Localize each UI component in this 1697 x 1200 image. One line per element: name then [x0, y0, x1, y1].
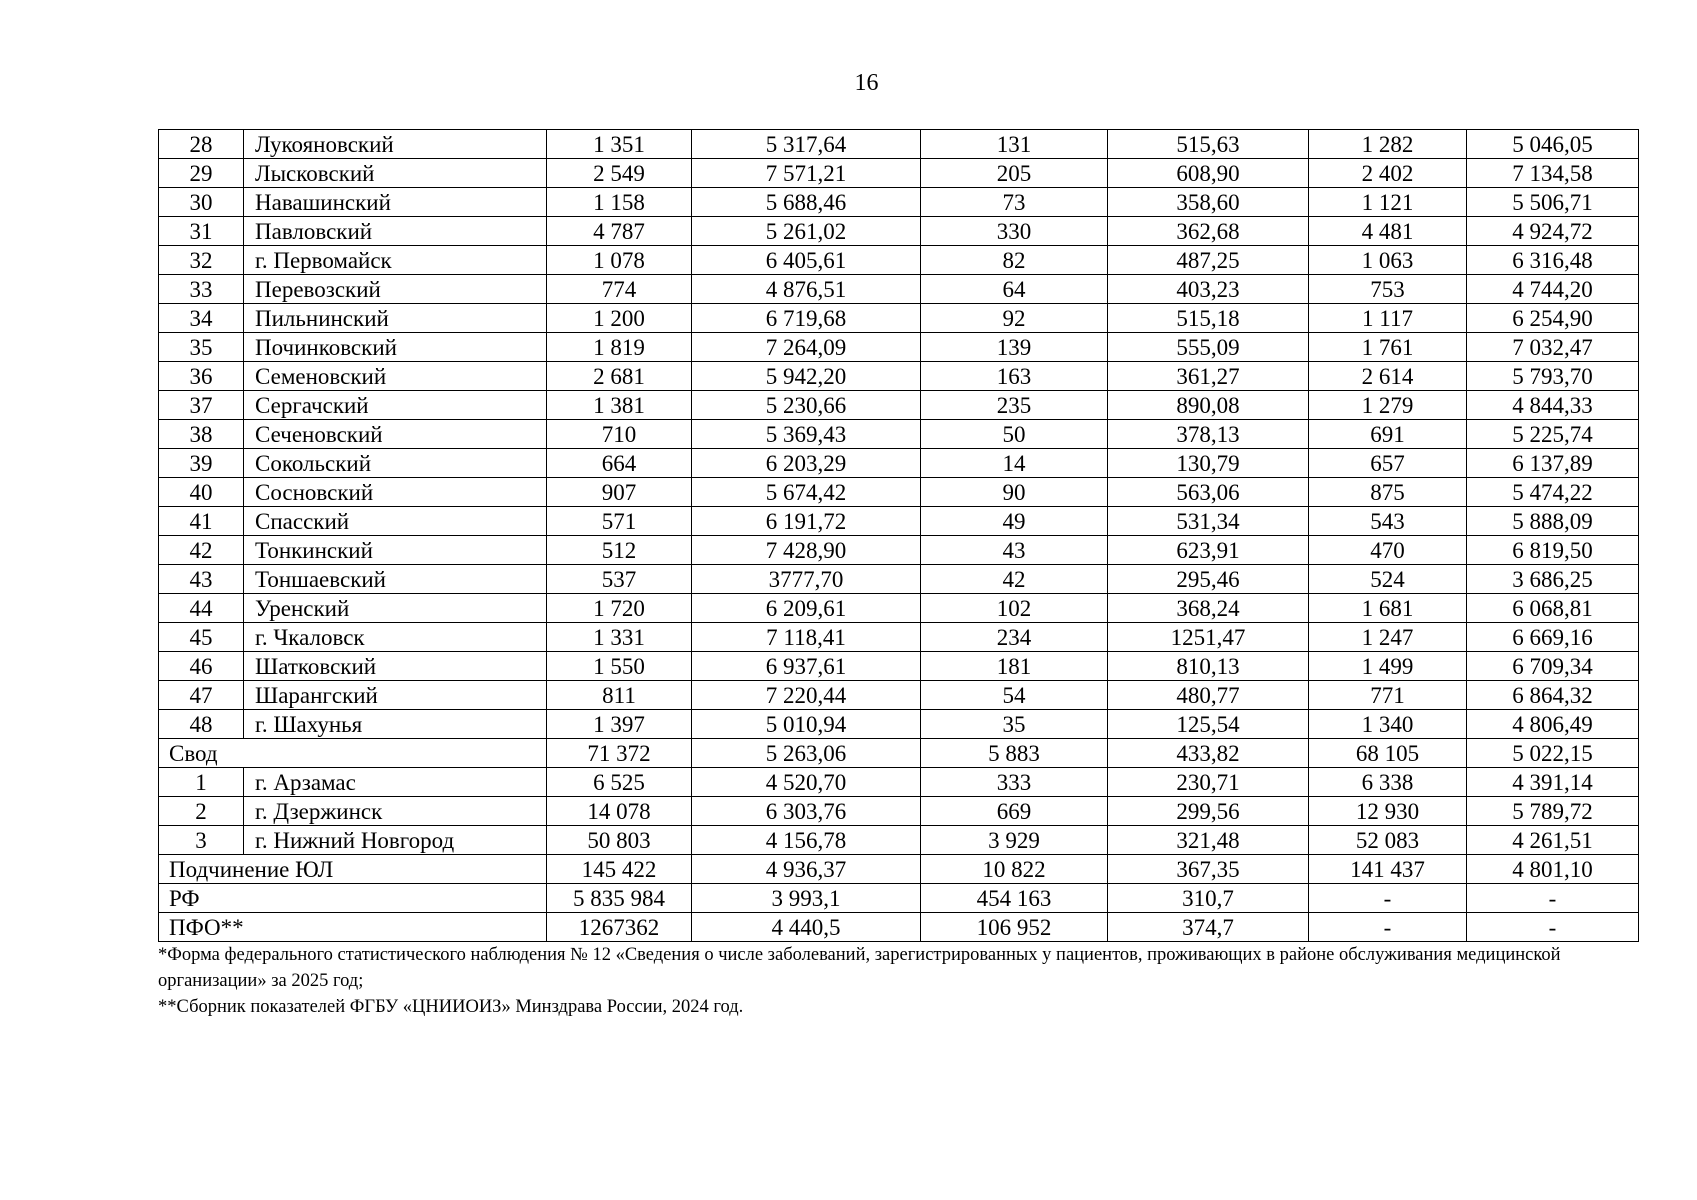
value-cell: 50 — [921, 420, 1108, 449]
value-cell: 454 163 — [921, 884, 1108, 913]
value-cell: 130,79 — [1108, 449, 1309, 478]
value-cell: 5 789,72 — [1467, 797, 1639, 826]
district-name: Лукояновский — [244, 130, 547, 159]
value-cell: 7 134,58 — [1467, 159, 1639, 188]
district-row — [159, 420, 1639, 449]
value-cell: 657 — [1309, 449, 1467, 478]
value-cell: 5 230,66 — [692, 391, 921, 420]
value-cell: 42 — [921, 565, 1108, 594]
row-number: 1 — [159, 768, 244, 797]
value-cell: 6 864,32 — [1467, 681, 1639, 710]
value-cell: 571 — [547, 507, 692, 536]
value-cell: 6 819,50 — [1467, 536, 1639, 565]
value-cell: 1 397 — [547, 710, 692, 739]
statistics-table — [158, 129, 1639, 942]
value-cell: 5 317,64 — [692, 130, 921, 159]
value-cell: 515,63 — [1108, 130, 1309, 159]
value-cell: 669 — [921, 797, 1108, 826]
value-cell: 102 — [921, 594, 1108, 623]
value-cell: 333 — [921, 768, 1108, 797]
value-cell: 14 078 — [547, 797, 692, 826]
value-cell: 5 793,70 — [1467, 362, 1639, 391]
value-cell: 480,77 — [1108, 681, 1309, 710]
value-cell: 710 — [547, 420, 692, 449]
district-row — [159, 565, 1639, 594]
footnote-2: **Сборник показателей ФГБУ «ЦНИИОИЗ» Минздрава России, 2024 год. — [158, 997, 744, 1017]
total-row — [159, 884, 1639, 913]
row-number: 35 — [159, 333, 244, 362]
row-number: 43 — [159, 565, 244, 594]
value-cell: 5 674,42 — [692, 478, 921, 507]
value-cell: 6 669,16 — [1467, 623, 1639, 652]
district-row — [159, 507, 1639, 536]
row-number: 46 — [159, 652, 244, 681]
value-cell: 367,35 — [1108, 855, 1309, 884]
value-cell: 774 — [547, 275, 692, 304]
value-cell: 4 787 — [547, 217, 692, 246]
row-number: 3 — [159, 826, 244, 855]
value-cell: 145 422 — [547, 855, 692, 884]
district-row — [159, 159, 1639, 188]
value-cell: 6 303,76 — [692, 797, 921, 826]
value-cell: 691 — [1309, 420, 1467, 449]
value-cell: 6 209,61 — [692, 594, 921, 623]
value-cell: 1 282 — [1309, 130, 1467, 159]
value-cell: 295,46 — [1108, 565, 1309, 594]
summary-row — [159, 739, 1639, 768]
row-number: 41 — [159, 507, 244, 536]
value-cell: 125,54 — [1108, 710, 1309, 739]
district-name: г. Нижний Новгород — [244, 826, 547, 855]
value-cell: 1 158 — [547, 188, 692, 217]
value-cell: 907 — [547, 478, 692, 507]
value-cell: 4 844,33 — [1467, 391, 1639, 420]
value-cell: 378,13 — [1108, 420, 1309, 449]
value-cell: 5 046,05 — [1467, 130, 1639, 159]
row-number: 33 — [159, 275, 244, 304]
value-cell: 512 — [547, 536, 692, 565]
row-number: 45 — [159, 623, 244, 652]
value-cell: 4 876,51 — [692, 275, 921, 304]
value-cell: 1 761 — [1309, 333, 1467, 362]
value-cell: 5 506,71 — [1467, 188, 1639, 217]
value-cell: 1251,47 — [1108, 623, 1309, 652]
value-cell: 608,90 — [1108, 159, 1309, 188]
value-cell: 2 402 — [1309, 159, 1467, 188]
value-cell: 664 — [547, 449, 692, 478]
row-label: Свод — [159, 739, 547, 768]
value-cell: 52 083 — [1309, 826, 1467, 855]
value-cell: 3777,70 — [692, 565, 921, 594]
page-number: 16 — [854, 70, 879, 96]
value-cell: 515,18 — [1108, 304, 1309, 333]
district-name: г. Арзамас — [244, 768, 547, 797]
value-cell: 92 — [921, 304, 1108, 333]
value-cell: 1 078 — [547, 246, 692, 275]
row-label: РФ — [159, 884, 547, 913]
value-cell: 555,09 — [1108, 333, 1309, 362]
city-row — [159, 768, 1639, 797]
value-cell: 1 351 — [547, 130, 692, 159]
value-cell: 5 688,46 — [692, 188, 921, 217]
value-cell: 106 952 — [921, 913, 1108, 942]
value-cell: 4 156,78 — [692, 826, 921, 855]
district-name: г. Чкаловск — [244, 623, 547, 652]
district-name: Сосновский — [244, 478, 547, 507]
district-row — [159, 623, 1639, 652]
row-number: 38 — [159, 420, 244, 449]
value-cell: 310,7 — [1108, 884, 1309, 913]
district-row — [159, 333, 1639, 362]
value-cell: 5 261,02 — [692, 217, 921, 246]
district-row — [159, 362, 1639, 391]
value-cell: 82 — [921, 246, 1108, 275]
value-cell: 6 338 — [1309, 768, 1467, 797]
value-cell: 1267362 — [547, 913, 692, 942]
value-cell: 2 614 — [1309, 362, 1467, 391]
value-cell: 7 428,90 — [692, 536, 921, 565]
district-name: Починковский — [244, 333, 547, 362]
value-cell: 2 549 — [547, 159, 692, 188]
value-cell: 1 499 — [1309, 652, 1467, 681]
value-cell: 234 — [921, 623, 1108, 652]
value-cell: 537 — [547, 565, 692, 594]
district-name: Павловский — [244, 217, 547, 246]
city-row — [159, 826, 1639, 855]
value-cell: 810,13 — [1108, 652, 1309, 681]
value-cell: 3 929 — [921, 826, 1108, 855]
row-number: 40 — [159, 478, 244, 507]
value-cell: 1 247 — [1309, 623, 1467, 652]
district-name: Сеченовский — [244, 420, 547, 449]
value-cell: 6 254,90 — [1467, 304, 1639, 333]
value-cell: 4 806,49 — [1467, 710, 1639, 739]
value-cell: 71 372 — [547, 739, 692, 768]
district-name: г. Дзержинск — [244, 797, 547, 826]
value-cell: 487,25 — [1108, 246, 1309, 275]
row-number: 32 — [159, 246, 244, 275]
value-cell: 5 225,74 — [1467, 420, 1639, 449]
value-cell: 368,24 — [1108, 594, 1309, 623]
value-cell: 5 263,06 — [692, 739, 921, 768]
district-row — [159, 246, 1639, 275]
row-number: 42 — [159, 536, 244, 565]
value-cell: 131 — [921, 130, 1108, 159]
value-cell: 2 681 — [547, 362, 692, 391]
value-cell: 890,08 — [1108, 391, 1309, 420]
value-cell: 753 — [1309, 275, 1467, 304]
value-cell: 1 063 — [1309, 246, 1467, 275]
district-row — [159, 652, 1639, 681]
district-name: Сергачский — [244, 391, 547, 420]
district-name: г. Шахунья — [244, 710, 547, 739]
row-label: ПФО** — [159, 913, 547, 942]
value-cell: 358,60 — [1108, 188, 1309, 217]
district-row — [159, 710, 1639, 739]
value-cell: 5 010,94 — [692, 710, 921, 739]
value-cell: 205 — [921, 159, 1108, 188]
value-cell: 4 801,10 — [1467, 855, 1639, 884]
district-row — [159, 391, 1639, 420]
value-cell: 470 — [1309, 536, 1467, 565]
row-number: 48 — [159, 710, 244, 739]
value-cell: 3 686,25 — [1467, 565, 1639, 594]
value-cell: 7 118,41 — [692, 623, 921, 652]
value-cell: 1 117 — [1309, 304, 1467, 333]
value-cell: 374,7 — [1108, 913, 1309, 942]
value-cell: 361,27 — [1108, 362, 1309, 391]
value-cell: 4 391,14 — [1467, 768, 1639, 797]
value-cell: 5 369,43 — [692, 420, 921, 449]
value-cell: 181 — [921, 652, 1108, 681]
district-name: Пильнинский — [244, 304, 547, 333]
value-cell: 6 405,61 — [692, 246, 921, 275]
district-row — [159, 188, 1639, 217]
value-cell: 4 924,72 — [1467, 217, 1639, 246]
value-cell: 4 440,5 — [692, 913, 921, 942]
value-cell: 5 835 984 — [547, 884, 692, 913]
district-row — [159, 536, 1639, 565]
total-row — [159, 913, 1639, 942]
value-cell: 531,34 — [1108, 507, 1309, 536]
value-cell: 4 261,51 — [1467, 826, 1639, 855]
value-cell: 543 — [1309, 507, 1467, 536]
district-name: Перевозский — [244, 275, 547, 304]
value-cell: 12 930 — [1309, 797, 1467, 826]
row-number: 28 — [159, 130, 244, 159]
value-cell: 3 993,1 — [692, 884, 921, 913]
value-cell: 5 474,22 — [1467, 478, 1639, 507]
value-cell: 235 — [921, 391, 1108, 420]
value-cell: 6 525 — [547, 768, 692, 797]
value-cell: 54 — [921, 681, 1108, 710]
value-cell: 433,82 — [1108, 739, 1309, 768]
value-cell: 6 709,34 — [1467, 652, 1639, 681]
district-row — [159, 275, 1639, 304]
value-cell: 4 520,70 — [692, 768, 921, 797]
row-number: 36 — [159, 362, 244, 391]
district-row — [159, 594, 1639, 623]
value-cell: 64 — [921, 275, 1108, 304]
value-cell: 623,91 — [1108, 536, 1309, 565]
value-cell: 10 822 — [921, 855, 1108, 884]
value-cell: 330 — [921, 217, 1108, 246]
value-cell: 4 744,20 — [1467, 275, 1639, 304]
value-cell: 5 888,09 — [1467, 507, 1639, 536]
value-cell: 7 571,21 — [692, 159, 921, 188]
value-cell: - — [1467, 913, 1639, 942]
footnote-1: *Форма федерального статистического наблюдения № 12 «Сведения о числе заболеваний, зарегистрированных у пациентов, проживающих в районе обслуживания медицинской организации» за 2025 год; — [158, 945, 1561, 991]
row-number: 37 — [159, 391, 244, 420]
value-cell: 1 200 — [547, 304, 692, 333]
value-cell: 7 032,47 — [1467, 333, 1639, 362]
value-cell: 524 — [1309, 565, 1467, 594]
value-cell: 1 331 — [547, 623, 692, 652]
value-cell: 141 437 — [1309, 855, 1467, 884]
value-cell: 73 — [921, 188, 1108, 217]
district-name: г. Первомайск — [244, 246, 547, 275]
district-name: Семеновский — [244, 362, 547, 391]
value-cell: 1 121 — [1309, 188, 1467, 217]
value-cell: 6 719,68 — [692, 304, 921, 333]
value-cell: 811 — [547, 681, 692, 710]
district-name: Спасский — [244, 507, 547, 536]
total-row — [159, 855, 1639, 884]
district-name: Шарангский — [244, 681, 547, 710]
district-row — [159, 217, 1639, 246]
value-cell: 49 — [921, 507, 1108, 536]
value-cell: 6 191,72 — [692, 507, 921, 536]
value-cell: 403,23 — [1108, 275, 1309, 304]
row-number: 39 — [159, 449, 244, 478]
value-cell: 1 819 — [547, 333, 692, 362]
value-cell: 139 — [921, 333, 1108, 362]
value-cell: 230,71 — [1108, 768, 1309, 797]
value-cell: 7 264,09 — [692, 333, 921, 362]
row-number: 44 — [159, 594, 244, 623]
value-cell: 43 — [921, 536, 1108, 565]
district-name: Уренский — [244, 594, 547, 623]
district-name: Тоншаевский — [244, 565, 547, 594]
row-number: 47 — [159, 681, 244, 710]
row-number: 2 — [159, 797, 244, 826]
value-cell: 563,06 — [1108, 478, 1309, 507]
value-cell: 6 137,89 — [1467, 449, 1639, 478]
value-cell: 4 481 — [1309, 217, 1467, 246]
table-body — [159, 130, 1639, 942]
city-row — [159, 797, 1639, 826]
value-cell: 50 803 — [547, 826, 692, 855]
value-cell: 5 022,15 — [1467, 739, 1639, 768]
value-cell: 1 381 — [547, 391, 692, 420]
value-cell: 6 316,48 — [1467, 246, 1639, 275]
value-cell: 1 550 — [547, 652, 692, 681]
district-row — [159, 681, 1639, 710]
value-cell: 68 105 — [1309, 739, 1467, 768]
district-name: Навашинский — [244, 188, 547, 217]
value-cell: 771 — [1309, 681, 1467, 710]
value-cell: - — [1467, 884, 1639, 913]
value-cell: 7 220,44 — [692, 681, 921, 710]
district-row — [159, 478, 1639, 507]
value-cell: 35 — [921, 710, 1108, 739]
district-name: Лысковский — [244, 159, 547, 188]
row-label: Подчинение ЮЛ — [159, 855, 547, 884]
row-number: 29 — [159, 159, 244, 188]
value-cell: 5 942,20 — [692, 362, 921, 391]
value-cell: 362,68 — [1108, 217, 1309, 246]
district-row — [159, 449, 1639, 478]
row-number: 31 — [159, 217, 244, 246]
district-name: Шатковский — [244, 652, 547, 681]
value-cell: 4 936,37 — [692, 855, 921, 884]
district-name: Сокольский — [244, 449, 547, 478]
district-row — [159, 304, 1639, 333]
district-row — [159, 130, 1639, 159]
value-cell: 1 279 — [1309, 391, 1467, 420]
value-cell: 875 — [1309, 478, 1467, 507]
row-number: 34 — [159, 304, 244, 333]
value-cell: 1 340 — [1309, 710, 1467, 739]
value-cell: 1 681 — [1309, 594, 1467, 623]
value-cell: 299,56 — [1108, 797, 1309, 826]
value-cell: 6 068,81 — [1467, 594, 1639, 623]
value-cell: 321,48 — [1108, 826, 1309, 855]
value-cell: 5 883 — [921, 739, 1108, 768]
value-cell: 14 — [921, 449, 1108, 478]
value-cell: 6 203,29 — [692, 449, 921, 478]
value-cell: 6 937,61 — [692, 652, 921, 681]
value-cell: 163 — [921, 362, 1108, 391]
value-cell: 1 720 — [547, 594, 692, 623]
value-cell: - — [1309, 884, 1467, 913]
row-number: 30 — [159, 188, 244, 217]
value-cell: 90 — [921, 478, 1108, 507]
district-name: Тонкинский — [244, 536, 547, 565]
value-cell: - — [1309, 913, 1467, 942]
